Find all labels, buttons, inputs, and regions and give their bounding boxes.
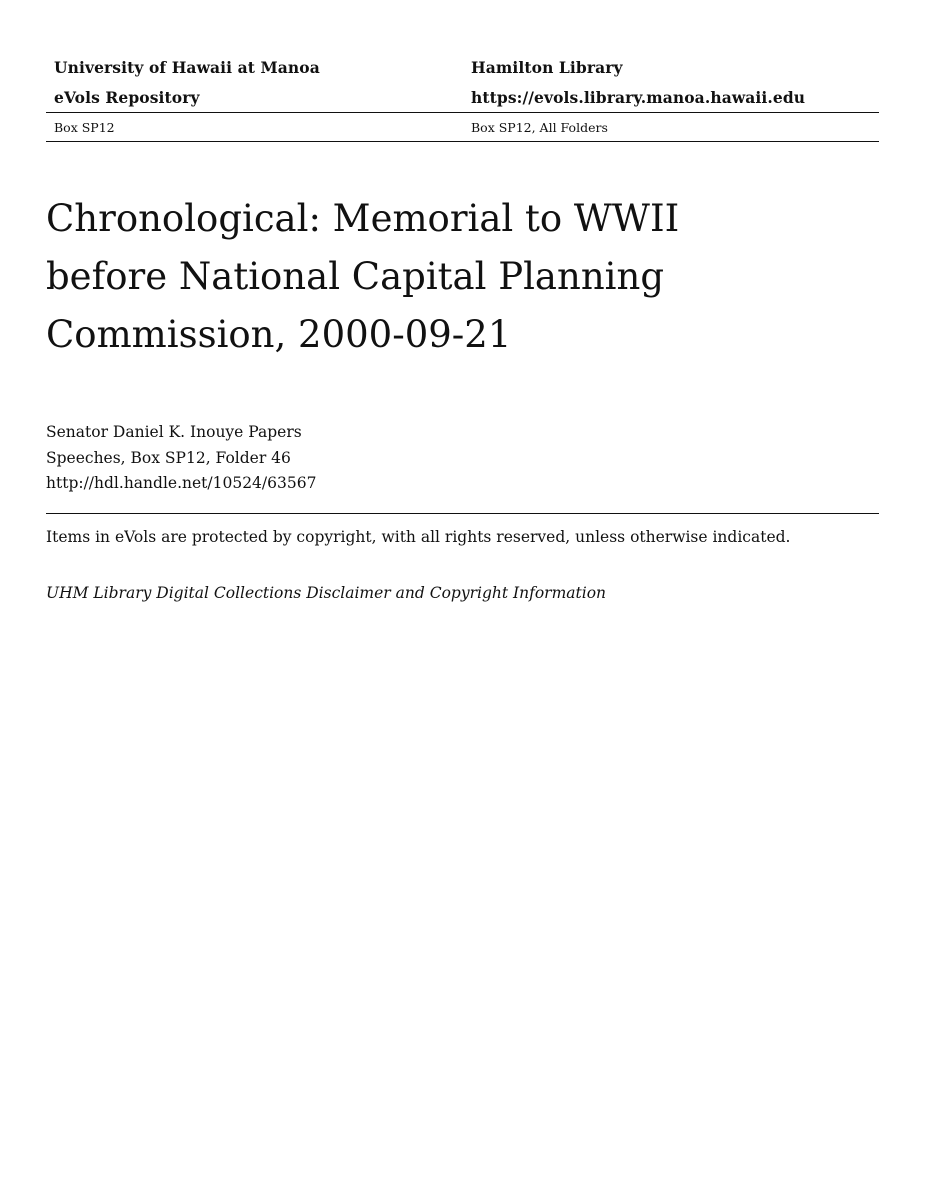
title-line-1: Chronological: Memorial to WWII bbox=[46, 197, 680, 240]
library-name: Hamilton Library bbox=[471, 57, 623, 77]
repository-url-link[interactable]: https://evols.library.manoa.hawaii.edu bbox=[471, 87, 806, 107]
title-line-3: Commission, 2000-09-21 bbox=[46, 313, 512, 356]
document-metadata bbox=[46, 420, 316, 497]
header-row-1 bbox=[46, 52, 879, 82]
disclaimer-link[interactable]: UHM Library Digital Collections Disclaimer and Copyright Information bbox=[46, 584, 607, 602]
box-label-left: Box SP12 bbox=[54, 119, 115, 135]
document-title bbox=[46, 190, 746, 364]
box-label-right: Box SP12, All Folders bbox=[471, 119, 608, 135]
content-divider bbox=[46, 513, 879, 514]
handle-link[interactable]: http://hdl.handle.net/10524/63567 bbox=[46, 474, 317, 492]
header-box-row bbox=[46, 113, 879, 141]
title-line-2: before National Capital Planning bbox=[46, 255, 664, 298]
repository-name: eVols Repository bbox=[54, 87, 200, 107]
institution-name: University of Hawaii at Manoa bbox=[54, 57, 320, 77]
header-row-2 bbox=[46, 82, 879, 112]
folder-location: Speeches, Box SP12, Folder 46 bbox=[46, 448, 291, 467]
document-header bbox=[46, 52, 879, 142]
rights-statement: Items in eVols are protected by copyright, with all rights reserved, unless otherwise indicated. bbox=[46, 528, 791, 546]
collection-name: Senator Daniel K. Inouye Papers bbox=[46, 423, 302, 441]
header-divider-bottom bbox=[46, 141, 879, 142]
